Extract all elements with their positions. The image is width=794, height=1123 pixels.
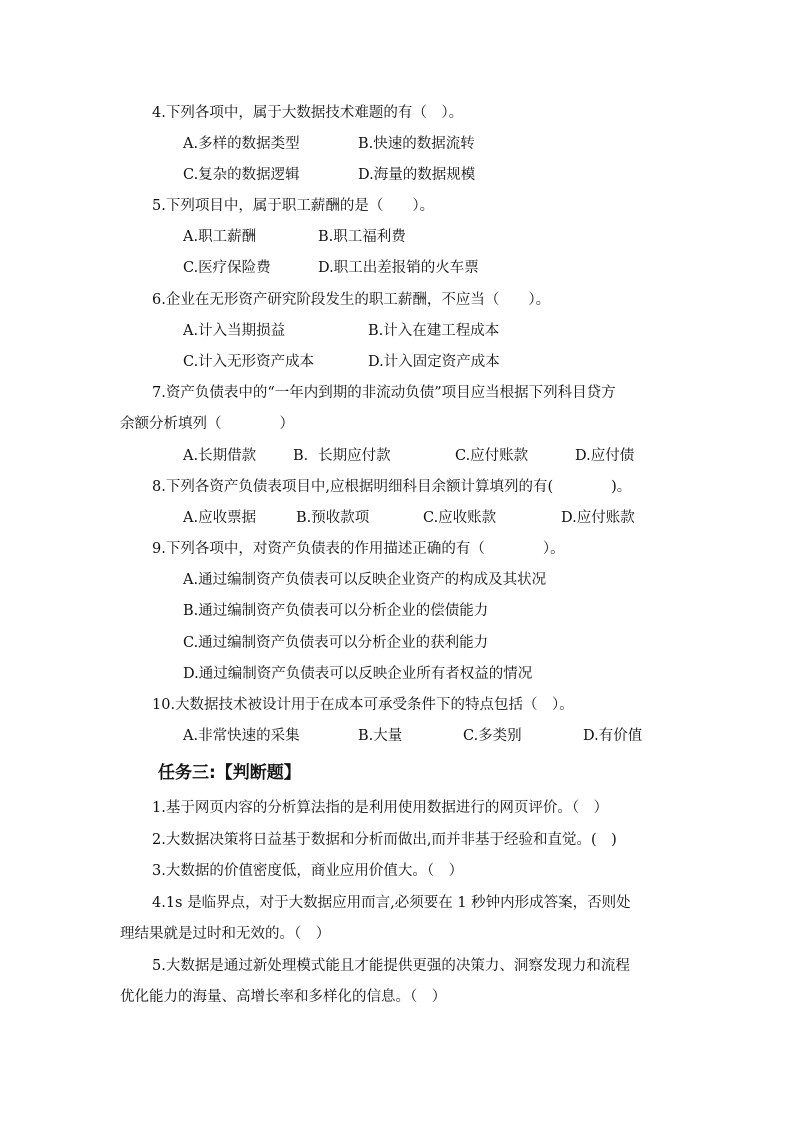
question-7-stem-line-2: 余额分析填列（ ） [120,416,294,432]
question-9-option-a: A.通过编制资产负债表可以反映企业资产的构成及其状况 [183,572,547,588]
question-8-stem: 8.下列各资产负债表项目中,应根据明细科目余额计算填列的有( )。 [152,479,632,495]
question-6-option-a: A.计入当期损益 [183,323,286,339]
question-9-option-d: D.通过编制资产负债表可以反映企业所有者权益的情况 [183,666,533,682]
question-8-option-c: C.应收账款 [423,510,497,526]
tf-item-4-line-1: 4.1s 是临界点，对于大数据应用而言,必须要在 1 秒钟内形成答案，否则处 [152,895,631,911]
question-7-option-a: A.长期借款 [183,448,257,464]
tf-item-4-line-2: 理结果就是过时和无效的。（ ） [120,926,331,942]
question-9-option-b: B.通过编制资产负债表可以分析企业的偿债能力 [183,603,489,619]
question-9-stem: 9.下列各项中，对资产负债表的作用描述正确的有（ ）。 [152,541,565,557]
question-4-stem: 4.下列各项中，属于大数据技术难题的有（ ）。 [152,105,464,121]
question-4-option-d: D.海量的数据规模 [358,167,476,183]
question-8-option-d: D.应付账款 [561,510,635,526]
question-9-option-c: C.通过编制资产负债表可以分析企业的获利能力 [183,635,489,651]
question-10-option-d: D.有价值 [583,728,643,744]
question-4-option-a: A.多样的数据类型 [183,136,300,152]
tf-item-2: 2.大数据决策将日益基于数据和分析而做出,而并非基于经验和直觉。( ) [152,832,617,848]
tf-item-1: 1.基于网页内容的分析算法指的是利用使用数据进行的网页评价。（ ） [152,800,609,816]
question-10-stem: 10.大数据技术被设计用于在成本可承受条件下的特点包括（ ）。 [152,697,574,713]
question-10-option-a: A.非常快速的采集 [183,728,300,744]
question-7-stem-line-1: 7.资产负债表中的“一年内到期的非流动负债”项目应当根据下列科目贷方 [152,385,616,401]
question-6-option-d: D.计入固定资产成本 [368,354,500,370]
question-5-option-d: D.职工出差报销的火车票 [318,260,479,276]
question-5-option-a: A.职工薪酬 [183,229,257,245]
tf-item-5-line-2: 优化能力的海量、高增长率和多样化的信息。（ ） [120,989,447,1005]
question-5-option-c: C.医疗保险费 [183,260,271,276]
question-7-option-d: D.应付债 [575,448,635,464]
question-7-option-c: C.应付账款 [455,448,529,464]
question-5-option-b: B.职工福利费 [318,229,406,245]
question-10-option-c: C.多类别 [463,728,522,744]
question-8-option-b: B.预收款项 [296,510,370,526]
question-5-stem: 5.下列项目中，属于职工薪酬的是（ ）。 [152,198,435,214]
question-8-option-a: A.应收票据 [183,510,257,526]
tf-item-3: 3.大数据的价值密度低，商业应用价值大。（ ） [152,863,464,879]
section-heading-true-false: 任务三:【判断题】 [158,763,301,783]
question-4-option-c: C.复杂的数据逻辑 [183,167,300,183]
question-7-option-b: B．长期应付款 [293,448,391,464]
question-10-option-b: B.大量 [358,728,403,744]
question-6-option-b: B.计入在建工程成本 [368,323,500,339]
question-4-option-b: B.快速的数据流转 [358,136,475,152]
tf-item-5-line-1: 5.大数据是通过新处理模式能且才能提供更强的决策力、洞察发现力和流程 [152,958,630,974]
question-6-stem: 6.企业在无形资产研究阶段发生的职工薪酬，不应当（ ）。 [152,292,551,308]
question-6-option-c: C.计入无形资产成本 [183,354,315,370]
